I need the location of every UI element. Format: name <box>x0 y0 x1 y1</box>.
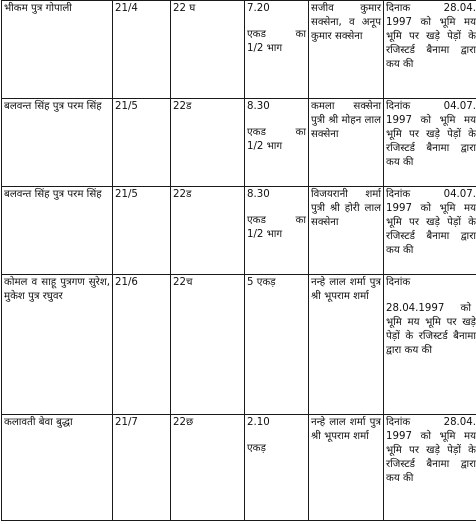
owner-name-cell <box>2 275 113 415</box>
note-date-line <box>386 2 476 16</box>
area-value: 7.20 <box>247 3 270 14</box>
note-body: 1997 को भूमि मय भूमि पर खड़े पेड़ों के रजिस्टर्ड बैनामा द्वारा कय की <box>386 17 476 70</box>
table-row <box>2 275 476 415</box>
khasra-number: 21/4 <box>115 3 138 14</box>
note-head: दिनांक <box>386 417 411 428</box>
sub-plot-cell <box>171 99 245 187</box>
table-row <box>2 99 476 187</box>
note-head: दिनांक <box>386 101 411 112</box>
buyer-name: विजयरानी शर्मा पुत्री श्री होरी लाल सक्सेना <box>311 189 381 228</box>
area-unit: एकड़ <box>247 443 266 454</box>
land-records-table <box>1 0 476 521</box>
note-date: 28.04. <box>443 3 476 14</box>
buyer-name: नन्हे लाल शर्मा पुत्र श्री भूपराम शर्मा <box>311 277 381 302</box>
owner-name-cell <box>2 99 113 187</box>
owner-name: बलवन्त सिंह पुत्र परम सिंह <box>4 101 102 112</box>
owner-name: भीकम पुत्र गोपाली <box>4 3 72 14</box>
buyer-name: नन्हे लाल शर्मा पुत्र श्री भूपराम शर्मा <box>311 417 381 442</box>
sub-plot: 22ड <box>173 101 192 112</box>
sub-plot: 22ड <box>173 189 192 200</box>
khasra-cell <box>113 1 171 99</box>
note-date-line <box>386 100 476 114</box>
area-cell <box>245 1 309 99</box>
sub-plot: 22 घ <box>173 3 196 14</box>
note-cell <box>384 1 476 99</box>
note-body: 1997 को भूमि मय भूमि पर खड़े पेड़ों के रजिस्टर्ड बैनामा द्वारा कय की <box>386 115 476 168</box>
table-row <box>2 1 476 99</box>
area-value: 8.30 <box>247 189 270 200</box>
area-value: 2.10 <box>247 417 270 428</box>
note-date-line <box>386 416 476 430</box>
note-cell <box>384 415 476 521</box>
owner-name-cell <box>2 415 113 521</box>
area-share: 1/2 भाग <box>247 229 283 240</box>
table-row <box>2 415 476 521</box>
note-date: 28.04.1997 को <box>386 303 471 314</box>
buyer-cell <box>309 99 384 187</box>
khasra-cell <box>113 275 171 415</box>
khasra-number: 21/5 <box>115 101 138 112</box>
area-unit: एकड का <box>247 29 306 40</box>
owner-name-cell <box>2 187 113 275</box>
khasra-cell <box>113 415 171 521</box>
note-cell <box>384 187 476 275</box>
area-share: 1/2 भाग <box>247 43 283 54</box>
khasra-cell <box>113 99 171 187</box>
area-cell <box>245 415 309 521</box>
khasra-cell <box>113 187 171 275</box>
area-unit: एकड का <box>247 215 306 226</box>
sub-plot-cell <box>171 415 245 521</box>
note-cell <box>384 99 476 187</box>
khasra-number: 21/6 <box>115 277 138 288</box>
area-cell <box>245 99 309 187</box>
note-head: दिनांक <box>386 189 411 200</box>
note-cell <box>384 275 476 415</box>
owner-name: कलावती बेवा बुद्धा <box>4 417 73 428</box>
note-head: दिनाक <box>386 3 411 14</box>
sub-plot: 22छ <box>173 417 194 428</box>
table-row <box>2 187 476 275</box>
sub-plot-cell <box>171 187 245 275</box>
buyer-cell <box>309 1 384 99</box>
buyer-cell <box>309 275 384 415</box>
note-body: 1997 को भूमि मय भूमि पर खड़े पेड़ों के रजिस्टर्ड बैनामा द्वारा कय की <box>386 431 476 484</box>
sub-plot-cell <box>171 275 245 415</box>
note-date-line <box>386 188 476 202</box>
buyer-name: कमला सक्सेना पुत्री श्री मोहन लाल सक्सेना <box>311 101 381 140</box>
note-date: 04.07. <box>443 189 476 200</box>
note-head: दिनांक <box>386 277 411 288</box>
area-value: 5 एकड़ <box>247 277 276 288</box>
khasra-number: 21/7 <box>115 417 138 428</box>
area-share: 1/2 भाग <box>247 141 283 152</box>
note-body: भूमि मय भूमि पर खड़े पेड़ों के रजिस्टर्ड बैनामा द्वारा कय की <box>386 317 476 356</box>
note-date: 04.07. <box>443 101 476 112</box>
area-cell <box>245 187 309 275</box>
buyer-cell <box>309 187 384 275</box>
area-value: 8.30 <box>247 101 270 112</box>
sub-plot: 22च <box>173 277 193 288</box>
owner-name: कोमल व साहू पुत्रगण सुरेश, मुकेश पुत्र रघुवर <box>4 277 110 302</box>
owner-name-cell <box>2 1 113 99</box>
buyer-cell <box>309 415 384 521</box>
note-date: 28.04. <box>443 417 476 428</box>
note-body: 1997 को भूमि मय भूमि पर खड़े पेड़ों के रजिस्टर्ड बैनामा द्वारा कय की <box>386 203 476 256</box>
sub-plot-cell <box>171 1 245 99</box>
khasra-number: 21/5 <box>115 189 138 200</box>
area-cell <box>245 275 309 415</box>
owner-name: बलवन्त सिंह पुत्र परम सिंह <box>4 189 102 200</box>
buyer-name: सजीव कुमार सक्सेना, व अनूप कुमार सक्सेना <box>311 3 381 42</box>
area-unit: एकड का <box>247 127 306 138</box>
